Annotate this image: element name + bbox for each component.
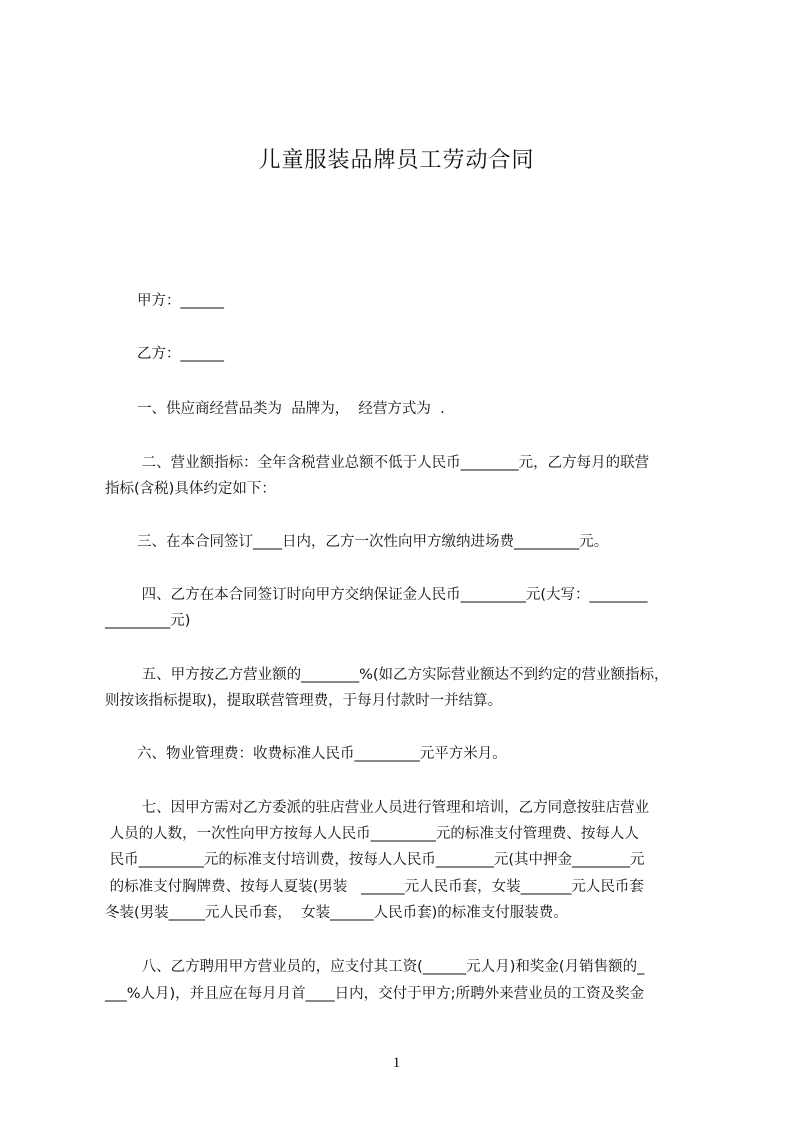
clause-line: 三、在本合同签订____日内，乙方一次性向甲方缴纳进场费_________元。: [137, 534, 609, 550]
clause-line: 五、甲方按乙方营业额的________%(如乙方实际营业额达不到约定的营业额指标，: [137, 667, 669, 683]
clause-line: 则按该指标提取)，提取联营管理费，于每月付款时一并结算。: [105, 693, 503, 709]
clause-line: 四、乙方在本合同签订时向甲方交纳保证金人民币_________元(大写：________: [137, 587, 648, 603]
clause-line: 冬装(男装_____元人民币套， 女装______人民币套)的标准支付服装费。: [105, 905, 568, 921]
clause-line: _________元): [105, 613, 191, 629]
document-title: 儿童服装品牌员工劳动合同: [258, 148, 535, 173]
clause-line: ___%人月)，并且应在每月月首____日内，交付于甲方;所聘外来营业员的工资及奖金: [105, 986, 645, 1002]
party-a-line: 甲方：______: [137, 293, 224, 309]
clause-line: 民币_________元的标准支付培训费，按每人人民币________元(其中押金________元: [105, 852, 645, 868]
party-b-line: 乙方：______: [137, 346, 224, 362]
page-number: 1: [392, 1055, 401, 1071]
clause-line: 七、因甲方需对乙方委派的驻店营业人员进行管理和培训，乙方同意按驻店营业: [137, 800, 650, 816]
clause-line: 二、营业额指标：全年含税营业总额不低于人民币________元，乙方每月的联营: [137, 455, 650, 471]
clause-line: 指标(含税)具体约定如下：: [105, 481, 276, 497]
clause-line: 人员的人数，一次性向甲方按每人人民币_________元的标准支付管理费、按每人人: [105, 826, 639, 842]
clause-line: 六、物业管理费：收费标准人民币_________元平方米月。: [137, 746, 507, 762]
clause-line: 八、乙方聘用甲方营业员的，应支付其工资(______元人月)和奖金(月销售额的_: [137, 959, 645, 975]
clause-line: 一、供应商经营品类为 品牌为， 经营方式为 .: [137, 401, 445, 417]
clause-line: 的标准支付胸牌费、按每人夏装(男装 ______元人民币套，女装_______元人民币套: [105, 879, 644, 895]
